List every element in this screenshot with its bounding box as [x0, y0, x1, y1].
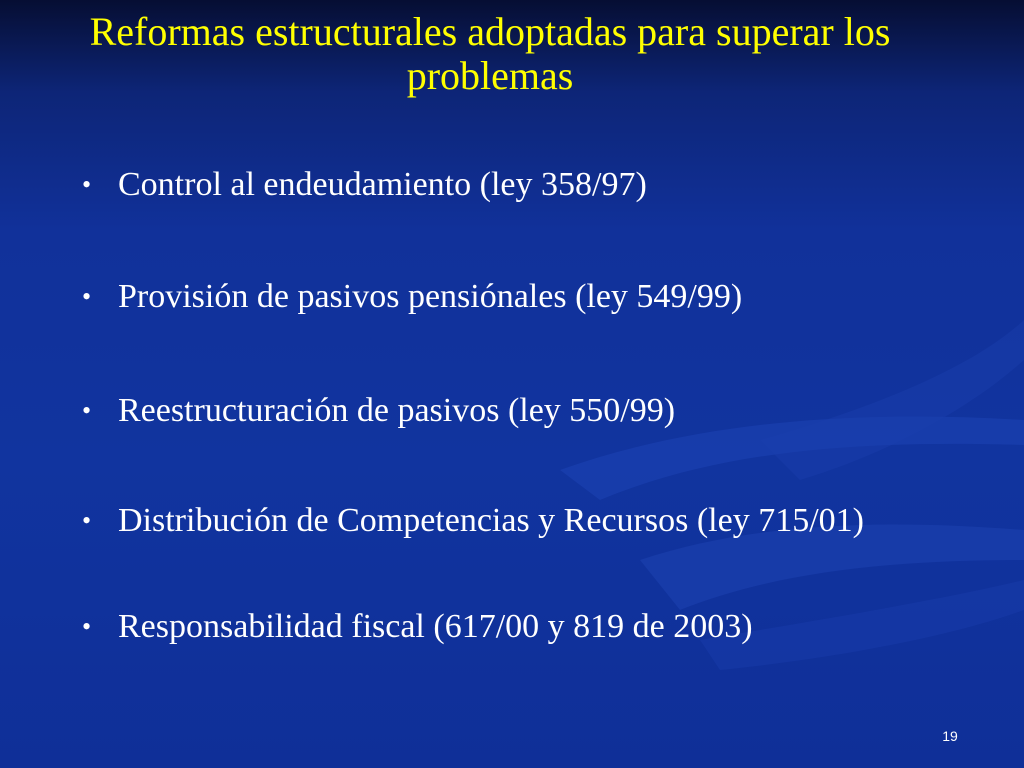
bullet-text: Control al endeudamiento (ley 358/97) [118, 166, 647, 203]
bullet-dot-icon: • [82, 506, 92, 535]
bullet-dot-icon: • [82, 170, 92, 199]
bullet-text: Provisión de pasivos pensiónales (ley 549/99) [118, 278, 743, 315]
bullet-item [82, 260, 942, 334]
page-number: 19 [942, 728, 958, 744]
bullet-list [82, 148, 942, 696]
bullet-item [82, 374, 942, 448]
bullet-text: Responsabilidad fiscal (617/00 y 819 de 2003) [118, 608, 753, 645]
bullet-dot-icon: • [82, 396, 92, 425]
bullet-item [82, 484, 942, 558]
bullet-item [82, 590, 942, 664]
bullet-dot-icon: • [82, 282, 92, 311]
bullet-item [82, 148, 942, 222]
bullet-text: Distribución de Competencias y Recursos (ley 715/01) [118, 502, 864, 539]
bullet-text: Reestructuración de pasivos (ley 550/99) [118, 392, 676, 429]
slide-title: Reformas estructurales adoptadas para superar los problemas [89, 9, 891, 98]
bullet-dot-icon: • [82, 612, 92, 641]
